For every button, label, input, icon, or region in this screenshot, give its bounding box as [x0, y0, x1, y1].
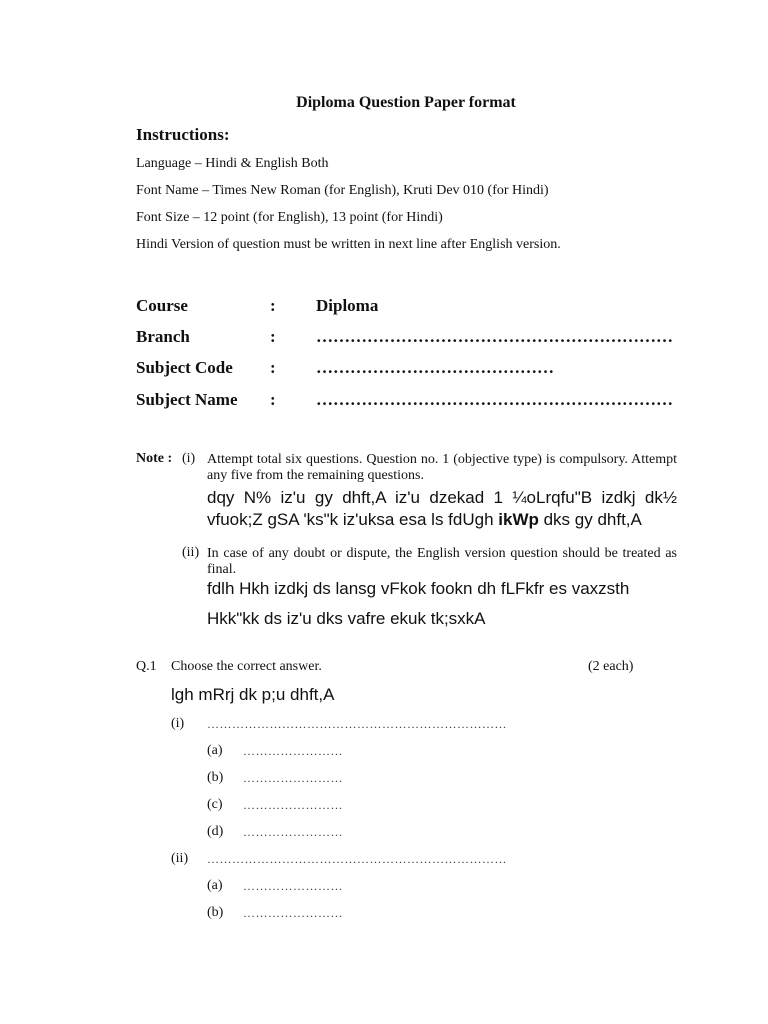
- option-blank: ……………………: [243, 798, 343, 812]
- sub-question-number: (i): [171, 716, 185, 731]
- page-title: Diploma Question Paper format: [296, 94, 516, 111]
- note-item-hindi-line: fdlh Hkh izdkj ds lansg vFkok fookn dh fLFkfr es vaxzsth: [207, 579, 630, 598]
- note-item-hindi-part: dqy N% iz'u gy dhft,A iz'u dzekad 1 ¼oLrqfu"B izdkj dk½ vfuok;Z gSA 'ks"k iz'uksa esa ls fdUgh: [207, 488, 677, 529]
- field-course-value: Diploma: [316, 296, 379, 315]
- note-item-hindi-line: Hkk"kk ds iz'u dks vafre ekuk tk;sxkA: [207, 609, 486, 628]
- field-branch-value: ………………………………………………………: [316, 327, 673, 346]
- option-label: (a): [207, 743, 223, 758]
- field-subject-name-label: Subject Name: [136, 390, 238, 409]
- option-label: (b): [207, 905, 224, 920]
- option-blank: ……………………: [243, 771, 343, 785]
- instruction-language: Language – Hindi & English Both: [136, 156, 329, 171]
- instruction-font-size: Font Size – 12 point (for English), 13 point (for Hindi): [136, 210, 443, 225]
- note-item-hindi-bold: ikWp: [498, 510, 539, 529]
- note-item-text: Attempt total six questions. Question no. 1 (objective type) is compulsory. Attempt any five from the remaining questions.: [207, 452, 677, 483]
- question-hindi: lgh mRrj dk p;u dhft,A: [171, 685, 335, 704]
- question-number: Q.1: [136, 659, 157, 674]
- sub-question-blank: ………………………………………………………………: [207, 717, 507, 731]
- instructions-heading: Instructions:: [136, 125, 230, 144]
- option-label: (b): [207, 770, 224, 785]
- question-marks: (2 each): [588, 659, 634, 674]
- field-subject-code-label: Subject Code: [136, 358, 233, 377]
- option-blank: ……………………: [243, 825, 343, 839]
- field-course-colon: :: [270, 296, 276, 315]
- option-label: (c): [207, 797, 223, 812]
- option-label: (a): [207, 878, 223, 893]
- note-item-number: (ii): [182, 545, 200, 560]
- note-item-hindi: [207, 487, 677, 531]
- field-subject-code-value: ……………………………………: [316, 358, 554, 377]
- field-subject-code-colon: :: [270, 358, 276, 377]
- note-item-hindi-part: dks gy dhft,A: [538, 510, 642, 529]
- option-blank: ……………………: [243, 879, 343, 893]
- field-subject-name-colon: :: [270, 390, 276, 409]
- option-blank: ……………………: [243, 906, 343, 920]
- instruction-font-name: Font Name – Times New Roman (for English), Kruti Dev 010 (for Hindi): [136, 183, 549, 198]
- note-label: Note :: [136, 451, 173, 466]
- sub-question-number: (ii): [171, 851, 189, 866]
- question-text: Choose the correct answer.: [171, 659, 322, 674]
- note-item-number: (i): [182, 451, 196, 466]
- option-label: (d): [207, 824, 224, 839]
- field-subject-name-value: ………………………………………………………: [316, 390, 673, 409]
- field-branch-colon: :: [270, 327, 276, 346]
- option-blank: ……………………: [243, 744, 343, 758]
- instruction-hindi-version: Hindi Version of question must be written in next line after English version.: [136, 237, 561, 252]
- note-item-text: In case of any doubt or dispute, the English version question should be treated as final.: [207, 546, 677, 577]
- field-branch-label: Branch: [136, 327, 190, 346]
- sub-question-blank: ………………………………………………………………: [207, 852, 507, 866]
- field-course-label: Course: [136, 296, 188, 315]
